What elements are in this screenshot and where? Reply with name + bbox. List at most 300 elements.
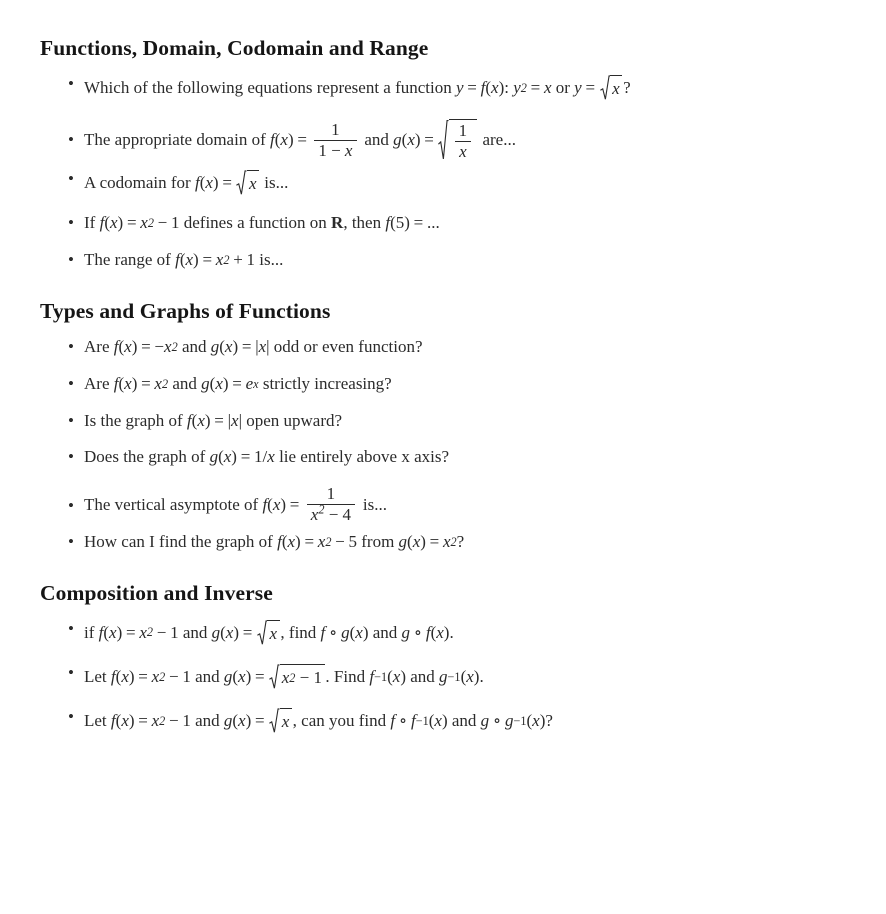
fraction-numerator: 1 xyxy=(458,121,468,141)
question-text xyxy=(84,170,886,195)
text-run: and xyxy=(177,336,211,356)
text-run: A codomain for xyxy=(84,172,195,192)
fraction xyxy=(307,485,356,524)
text-run: ( xyxy=(179,250,186,270)
question-text: Which of the following equations represent a function y = f ( x ): y 2 = x or y = x ? xyxy=(84,75,886,100)
radicand: x xyxy=(280,708,292,733)
list-item xyxy=(0,214,886,232)
math-variable: y xyxy=(513,77,521,97)
text-run: open upward? xyxy=(241,410,343,430)
math-variable: f xyxy=(186,410,192,430)
fraction-denominator: x xyxy=(455,141,471,161)
math-variable: f xyxy=(113,336,119,356)
text-run: | xyxy=(266,336,270,356)
math-operator: = xyxy=(413,213,424,233)
math-variable: f xyxy=(369,666,375,686)
math-variable: f xyxy=(99,213,105,233)
math-variable: x xyxy=(109,213,118,233)
math-operator: ∘ xyxy=(329,622,338,642)
math-variable: x xyxy=(412,531,421,551)
math-number: 5 xyxy=(348,531,357,551)
question-text xyxy=(84,448,886,466)
math-variable: y xyxy=(574,77,582,97)
math-variable: f xyxy=(410,711,416,731)
bullet-marker-icon: • xyxy=(68,168,74,188)
list-item xyxy=(0,620,886,645)
text-run: ) xyxy=(245,711,252,731)
math-variable: x xyxy=(121,666,129,686)
math-operator: − xyxy=(157,213,168,233)
text-run: ) xyxy=(222,373,229,393)
radical-sign-icon xyxy=(438,119,449,161)
text-run: and xyxy=(168,373,202,393)
text-run: and xyxy=(178,622,212,642)
math-variable: f xyxy=(270,130,275,150)
radical-sign-icon xyxy=(269,708,280,733)
text-run: ( xyxy=(526,711,533,731)
list-item xyxy=(0,708,886,733)
text-run: ) xyxy=(245,666,252,686)
bullet-marker-icon: • xyxy=(68,213,74,233)
radical-sign-icon xyxy=(600,75,611,100)
math-operator: = xyxy=(255,666,265,686)
text-run: ) xyxy=(204,410,211,430)
question-text: The range of f ( x ) = x 2 + 1 is... xyxy=(84,250,284,270)
math-variable: x xyxy=(434,711,442,731)
text-run: ) xyxy=(193,250,199,270)
math-variable: x xyxy=(151,666,160,686)
math-variable: g xyxy=(201,373,210,393)
math-variable: x xyxy=(197,410,205,430)
text-run: and xyxy=(447,711,481,731)
list-item xyxy=(0,533,886,551)
math-variable: x xyxy=(223,447,232,467)
math-variable: g xyxy=(398,531,408,551)
math-variable: f xyxy=(262,494,268,514)
text-run: ... xyxy=(426,213,440,233)
math-variable: x xyxy=(532,711,540,731)
math-variable: x xyxy=(355,622,363,642)
text-run: or xyxy=(551,77,575,97)
math-variable: f xyxy=(110,666,116,686)
math-variable: x xyxy=(543,77,552,97)
sqrt-expression xyxy=(269,664,324,689)
text-run: defines a function on xyxy=(179,213,332,233)
sqrt-expression xyxy=(438,119,477,161)
document-section xyxy=(0,36,886,269)
text-run: | xyxy=(227,410,232,430)
question-text xyxy=(84,412,886,430)
math-operator: = xyxy=(429,531,440,551)
math-operator: − xyxy=(169,711,179,731)
text-run: )? xyxy=(539,711,553,731)
text-run: | xyxy=(255,336,259,356)
math-operator: = xyxy=(126,213,137,233)
text-run: and xyxy=(368,622,402,642)
math-variable: g xyxy=(223,666,233,686)
list-item xyxy=(0,412,886,430)
text-run: ( xyxy=(232,666,239,686)
text-run: ( xyxy=(209,373,216,393)
sqrt-expression xyxy=(257,620,280,645)
fraction xyxy=(314,121,357,160)
math-operator: = xyxy=(289,494,300,514)
math-variable: x xyxy=(272,494,281,514)
math-variable: x xyxy=(491,77,499,97)
section-heading: Composition and Inverse xyxy=(40,580,273,605)
text-run: ) xyxy=(362,622,369,642)
math-operator: = xyxy=(214,410,224,430)
math-variable: x xyxy=(407,130,415,150)
math-variable: g xyxy=(480,711,490,731)
question-text: Are f ( x ) = x 2 and g ( x ) = e x strictly increasing? xyxy=(84,373,392,393)
math-variable: f xyxy=(113,373,119,393)
text-run: Are xyxy=(84,336,114,356)
text-run: ) xyxy=(420,531,426,551)
text-run: ( xyxy=(460,666,467,686)
math-number: 1 xyxy=(170,622,179,642)
list-item xyxy=(0,119,886,161)
fraction-numerator: 1 xyxy=(331,119,340,139)
math-variable: f xyxy=(175,250,180,270)
question-text xyxy=(84,119,886,161)
text-run: ( xyxy=(407,531,413,551)
text-run: ( xyxy=(199,172,206,192)
text-run: − xyxy=(154,336,165,356)
text-run: ( xyxy=(103,622,110,642)
text-run: and xyxy=(360,130,394,150)
text-run: ( xyxy=(401,130,408,150)
question-text: Let f ( x ) = x 2 − 1 and g ( x ) = x , can you find f ∘ f −1 ( x ) and g ∘ g −1 ( x )? xyxy=(84,708,886,733)
bullet-marker-icon: • xyxy=(68,130,74,150)
math-variable: g xyxy=(439,666,448,686)
text-run: ? xyxy=(623,77,631,97)
text-run: ( xyxy=(118,373,125,393)
text-run: and xyxy=(190,666,224,686)
question-text: If f ( x ) = x 2 − 1 defines a function on R , then f (5) = ... xyxy=(84,213,440,233)
math-operator: = xyxy=(585,77,596,97)
math-operator: = xyxy=(424,130,434,150)
text-run: ( xyxy=(232,711,239,731)
bullet-marker-icon: • xyxy=(68,373,74,393)
math-variable: x xyxy=(317,531,326,551)
math-operator: = xyxy=(530,77,541,97)
question-list xyxy=(0,338,886,551)
math-variable: g xyxy=(211,622,221,642)
math-variable: x xyxy=(124,373,132,393)
math-variable: x xyxy=(238,711,246,731)
text-run: ( xyxy=(267,494,273,514)
text-run: is... xyxy=(358,494,388,514)
math-variable: x xyxy=(466,666,474,686)
bullet-marker-icon: • xyxy=(68,496,74,516)
text-run: is... xyxy=(255,250,284,270)
math-variable: x xyxy=(124,336,132,356)
math-variable: f xyxy=(98,622,104,642)
question-text xyxy=(84,485,886,524)
text-run: Does the graph of xyxy=(84,447,210,467)
text-run: ) xyxy=(231,447,237,467)
text-run: ( xyxy=(115,666,122,686)
math-variable: g xyxy=(209,447,219,467)
math-variable: f xyxy=(277,531,282,551)
math-variable: x xyxy=(139,622,147,642)
radical-sign-icon xyxy=(236,170,247,195)
math-operator: = xyxy=(242,622,253,642)
document-page xyxy=(0,36,886,914)
list-item xyxy=(0,375,886,393)
fraction xyxy=(454,122,471,161)
math-number: 1 xyxy=(182,711,191,731)
text-run: ( xyxy=(220,622,226,642)
fraction-denominator: $x^2 - 4$ xyxy=(307,504,356,524)
bullet-marker-icon: • xyxy=(68,447,74,467)
math-variable: x xyxy=(280,130,288,150)
sqrt-expression xyxy=(236,170,259,195)
text-run: ). xyxy=(473,666,484,686)
radical-sign-icon xyxy=(269,664,280,689)
text-run: The range of xyxy=(84,250,176,270)
math-variable: f xyxy=(110,711,116,731)
text-run: ( xyxy=(387,666,393,686)
math-variable: g xyxy=(504,711,514,731)
question-list xyxy=(0,620,886,734)
radicand: x xyxy=(267,620,279,645)
math-operator: ∘ xyxy=(492,711,502,731)
text-run: ( xyxy=(118,336,125,356)
math-operator: = xyxy=(297,130,307,150)
math-operator: = xyxy=(255,711,265,731)
bullet-marker-icon: • xyxy=(68,531,74,551)
math-operator: = xyxy=(240,447,251,467)
question-text: if f ( x ) = x 2 − 1 and g ( x ) = x , find f ∘ g ( x ) and g ∘ f ( x ). xyxy=(84,620,886,645)
math-operator: − xyxy=(169,666,179,686)
text-run: The vertical asymptote of xyxy=(84,494,263,514)
text-run: ( xyxy=(430,622,437,642)
list-item xyxy=(0,664,886,689)
math-variable: g xyxy=(210,336,220,356)
math-operator: = xyxy=(138,711,148,731)
text-run: ( xyxy=(115,711,122,731)
math-variable: f xyxy=(385,213,391,233)
fraction-numerator: 1 xyxy=(326,484,336,504)
math-variable: e xyxy=(245,373,254,393)
text-run: ) xyxy=(287,130,294,150)
text-run: / xyxy=(262,447,268,467)
math-variable: x xyxy=(225,622,234,642)
math-variable: x xyxy=(238,666,246,686)
text-run: ) xyxy=(400,666,406,686)
math-operator: + xyxy=(233,250,243,270)
text-run: ) xyxy=(128,666,135,686)
text-run: ): xyxy=(498,77,514,97)
math-variable: f xyxy=(425,622,431,642)
text-run: ) xyxy=(295,531,301,551)
list-item xyxy=(0,170,886,195)
text-run: ( xyxy=(428,711,435,731)
text-run: ( xyxy=(281,531,288,551)
text-run: ) xyxy=(212,172,219,192)
text-run: If xyxy=(84,213,100,233)
radicand: x xyxy=(610,75,622,100)
math-set-symbol: R xyxy=(331,213,344,233)
math-number: 1 xyxy=(246,250,256,270)
text-run: and xyxy=(190,711,224,731)
math-variable: x xyxy=(164,336,172,356)
text-run: ) xyxy=(441,711,448,731)
text-run: and xyxy=(405,666,440,686)
question-text: How can I find the graph of f ( x ) = x 2 − 5 from g ( x ) = x 2 ? xyxy=(84,531,465,551)
math-variable: x xyxy=(436,622,444,642)
math-number: 1 xyxy=(171,213,180,233)
math-variable: x xyxy=(109,622,117,642)
math-variable: x xyxy=(154,373,162,393)
text-run: from xyxy=(357,531,399,551)
math-variable: x xyxy=(215,373,223,393)
math-operator: = xyxy=(138,666,148,686)
document-content xyxy=(0,36,886,734)
list-item xyxy=(0,75,886,100)
radical-sign-icon xyxy=(257,620,268,645)
math-operator: = xyxy=(241,336,252,356)
math-operator: = xyxy=(222,172,232,192)
math-operator: ∘ xyxy=(398,711,408,731)
text-run: ) xyxy=(280,494,287,514)
question-list xyxy=(0,75,886,269)
bullet-marker-icon: • xyxy=(68,410,74,430)
text-run: The appropriate domain of xyxy=(84,130,270,150)
text-run: ). xyxy=(443,622,454,642)
section-heading: Functions, Domain, Codomain and Range xyxy=(40,36,429,60)
text-run: is... xyxy=(259,172,289,192)
math-variable: y xyxy=(456,77,464,97)
text-run: (5) xyxy=(390,213,410,233)
math-operator: = xyxy=(202,250,213,270)
math-variable: x xyxy=(258,336,267,356)
math-variable: f xyxy=(194,172,200,192)
math-variable: x xyxy=(140,213,148,233)
text-run: ( xyxy=(274,130,281,150)
text-run: ) xyxy=(232,336,239,356)
text-run: if xyxy=(84,622,99,642)
math-operator: = xyxy=(126,622,136,642)
bullet-marker-icon: • xyxy=(68,707,74,727)
text-run: ( xyxy=(218,447,224,467)
math-variable: f xyxy=(390,711,396,731)
sqrt-expression xyxy=(269,708,292,733)
math-variable: f xyxy=(320,622,326,642)
math-variable: x xyxy=(231,410,239,430)
math-variable: x xyxy=(121,711,129,731)
text-run: ( xyxy=(349,622,356,642)
math-operator: = xyxy=(141,336,151,356)
math-variable: x xyxy=(151,711,160,731)
math-variable: x xyxy=(267,447,275,467)
text-run: Is the graph of xyxy=(84,410,187,430)
section-heading: Types and Graphs of Functions xyxy=(40,298,331,323)
text-run: Which of the following equations represent a function xyxy=(84,77,456,97)
math-operator: ∘ xyxy=(413,622,423,642)
math-variable: g xyxy=(393,130,402,150)
text-run: ? xyxy=(456,531,465,551)
text-run: ) xyxy=(131,373,138,393)
list-item xyxy=(0,448,886,466)
text-run: Let xyxy=(84,666,111,686)
text-run: odd or even function? xyxy=(269,336,423,356)
text-run: ( xyxy=(191,410,198,430)
math-variable: x xyxy=(224,336,233,356)
math-operator: − xyxy=(335,531,345,551)
math-operator: = xyxy=(232,373,242,393)
math-operator: = xyxy=(141,373,151,393)
math-variable: f xyxy=(480,77,486,97)
math-variable: g xyxy=(223,711,233,731)
math-operator: = xyxy=(467,77,477,97)
text-run: ( xyxy=(104,213,110,233)
text-run: ( xyxy=(219,336,225,356)
math-variable: x xyxy=(205,172,213,192)
list-item xyxy=(0,251,886,269)
math-operator: = xyxy=(304,531,315,551)
fraction-denominator: 1 − x xyxy=(314,140,357,160)
math-variable: x xyxy=(215,250,224,270)
document-section xyxy=(0,299,886,551)
text-run: | xyxy=(238,410,242,430)
text-run: Let xyxy=(84,711,111,731)
document-section xyxy=(0,581,886,734)
bullet-marker-icon: • xyxy=(68,336,74,356)
text-run: . Find xyxy=(325,666,370,686)
text-run: ) xyxy=(233,622,239,642)
radicand xyxy=(449,119,477,161)
text-run: ) xyxy=(117,213,124,233)
math-variable: x xyxy=(185,250,194,270)
math-number: 1 xyxy=(182,666,191,686)
bullet-marker-icon: • xyxy=(68,618,74,638)
radicand: x 2 − 1 xyxy=(280,664,325,689)
text-run: Are xyxy=(84,373,114,393)
radicand: x xyxy=(247,170,259,195)
text-run: ) xyxy=(128,711,135,731)
text-run: How can I find the graph of xyxy=(84,531,278,551)
list-item xyxy=(0,338,886,356)
sqrt-expression xyxy=(600,75,623,100)
math-variable: g xyxy=(341,622,350,642)
list-item xyxy=(0,485,886,524)
text-run: , find xyxy=(280,622,321,642)
math-variable: x xyxy=(392,666,401,686)
text-run: ( xyxy=(485,77,492,97)
math-variable: g xyxy=(401,622,411,642)
text-run: ) xyxy=(414,130,421,150)
text-run: are... xyxy=(478,130,516,150)
text-run: ) xyxy=(131,336,138,356)
question-text: Let f ( x ) = x 2 − 1 and g ( x ) = x 2 − 1 . Find f −1 ( x ) and g −1 ( x ). xyxy=(84,664,886,689)
text-run: lie entirely above x axis? xyxy=(274,447,449,467)
bullet-marker-icon: • xyxy=(68,74,74,93)
text-run: ) xyxy=(116,622,123,642)
bullet-marker-icon: • xyxy=(68,250,74,270)
text-run: , then xyxy=(343,213,386,233)
math-operator: − xyxy=(156,622,167,642)
math-variable: x xyxy=(443,531,451,551)
math-variable: x xyxy=(287,531,296,551)
text-run: strictly increasing? xyxy=(258,373,392,393)
question-text: Are f ( x ) = − x 2 and g ( x ) = | x | odd or even function? xyxy=(84,336,423,356)
bullet-marker-icon: • xyxy=(68,663,74,683)
text-run: , can you find xyxy=(292,711,391,731)
math-number: 1 xyxy=(254,447,263,467)
